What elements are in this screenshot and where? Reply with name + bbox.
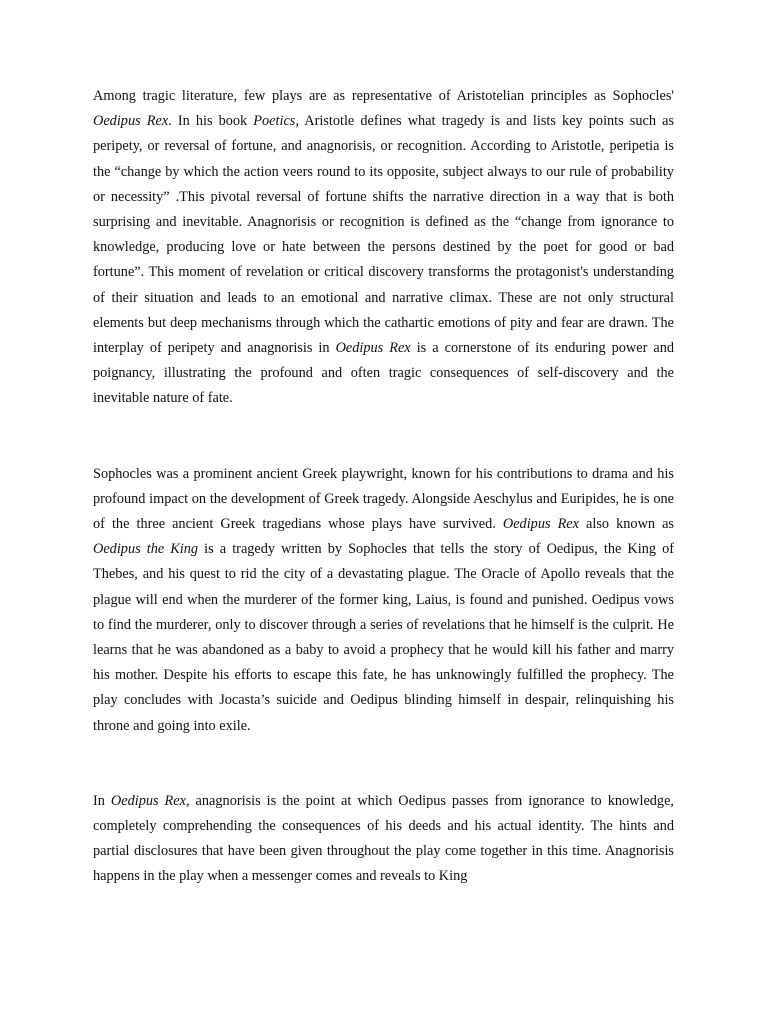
text-run: In bbox=[93, 792, 111, 809]
text-run: Among tragic literature, few plays are as representative of Aristotelian principles as Sophocles' bbox=[93, 88, 674, 104]
paragraph-aristotle-principles bbox=[93, 84, 674, 412]
play-title-italic: Oedipus Rex bbox=[110, 792, 186, 809]
play-title-italic: Oedipus Rex bbox=[335, 340, 411, 357]
play-title-italic: Oedipus the King bbox=[93, 541, 199, 558]
play-title-italic: Oedipus Rex bbox=[502, 516, 579, 533]
text-run: also known as bbox=[579, 516, 674, 533]
text-run: . In his book bbox=[168, 113, 254, 130]
paragraph-anagnorisis bbox=[93, 789, 674, 890]
text-run: Sophocles was a prominent ancient Greek playwright, known for his contributions to drama and his profound impact on the development of Greek tragedy. Alongside Aeschylus and Euripides, he is one of the three ancient Greek tragedians whose plays have survived. bbox=[93, 465, 674, 533]
book-title-italic: Poetics bbox=[253, 113, 296, 130]
paragraph-sophocles-background bbox=[93, 462, 674, 739]
text-run: is a cornerstone of its enduring power and poignancy, illustrating the profound and often tragic consequences of self-discovery and the inevitable nature of fate. bbox=[93, 340, 674, 407]
play-title-italic: Oedipus Rex bbox=[93, 113, 169, 130]
text-run: , Aristotle defines what tragedy is and lists key points such as peripety, or reversal of fortune, and anagnorisis, or recognition. According to Aristotle, peripetia is the “change by which the action veers round to its opposite, subject always to our rule of probability or necessity” .This pivotal reversal of fortune shifts the narrative direction in a way that is both surprising and inevitable. Anagnorisis or recognition is defined as the “change from ignorance to knowledge, producing love or hate between the persons destined by the poet for good or bad fortune”. This moment of revelation or critical discovery transforms the protagonist's understanding of their situation and leads to an emotional and narrative climax. These are not only structural elements but deep mechanisms through which the cathartic emotions of pity and fear are drawn. The interplay of peripety and anagnorisis in bbox=[93, 113, 675, 357]
text-run: is a tragedy written by Sophocles that tells the story of Oedipus, the King of Thebes, and his quest to rid the city of a devastating plague. The Oracle of Apollo reveals that the plague will end when the murderer of the former king, Laius, is found and punished. Oedipus vows to find the murderer, only to discover through a series of revelations that he himself is the culprit. He learns that he was abandoned as a baby to avoid a prophecy that he would kill his father and marry his mother. Despite his efforts to escape this fate, he has unknowingly fulfilled the prophecy. The play concludes with Jocasta’s suicide and Oedipus blinding himself in despair, relinquishing his throne and going into exile. bbox=[93, 541, 675, 734]
text-run: , anagnorisis is the point at which Oedipus passes from ignorance to knowledge, completely comprehending the consequences of his deeds and his actual identity. The hints and partial disclosures that have been given throughout the play come together in this time. Anagnorisis happens in the play when a messenger comes and reveals to King bbox=[93, 792, 675, 885]
document-page bbox=[93, 84, 674, 890]
